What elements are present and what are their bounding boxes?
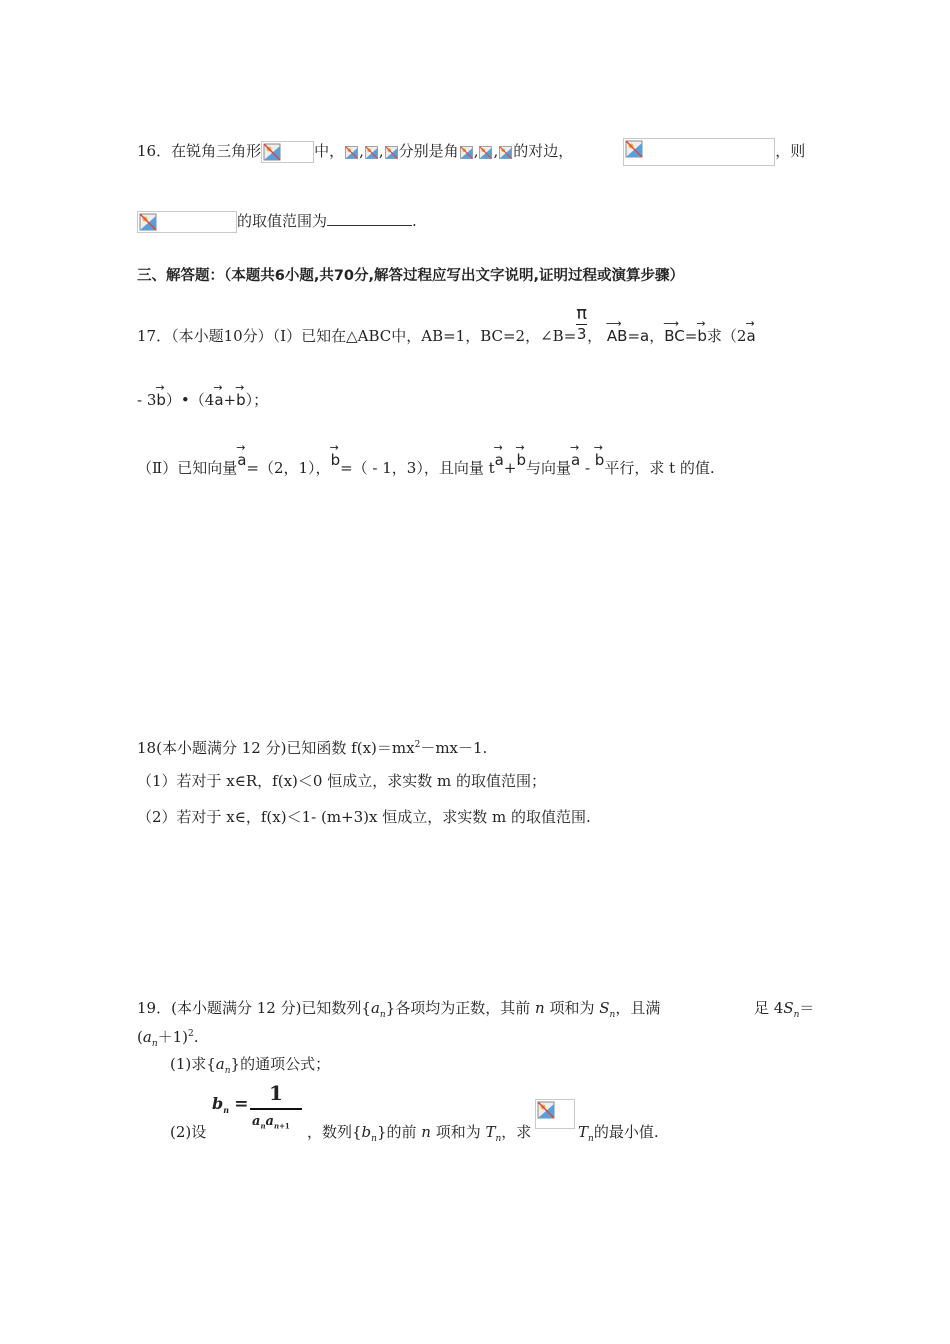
broken-image-icon	[623, 138, 775, 166]
comma: ，	[587, 327, 603, 345]
var-n: n	[421, 1123, 431, 1141]
vector-a	[640, 320, 649, 346]
q19-line1-end	[754, 998, 814, 1025]
vector-b: → b	[235, 381, 246, 409]
vector-bc: ⟶ BC	[663, 317, 685, 345]
q17-line1	[137, 302, 756, 346]
section-title: 三、解答题：（本题共6小题,共70分,解答过程应写出文字说明,证明过程或演算步骤）	[137, 268, 685, 284]
broken-image-icon	[478, 145, 493, 160]
minus: -	[580, 459, 595, 477]
q18-text: 18(本小题满分 12 分)已知函数 f(x)＝mx	[137, 739, 415, 757]
subscript-n: n	[609, 1010, 616, 1020]
vector-b-label: b	[697, 327, 707, 345]
vector-b: → b	[329, 441, 341, 469]
q18-text: －mx－1.	[420, 739, 488, 757]
q17-line2-text: ）；	[245, 391, 269, 409]
q19-text: 的最小值.	[593, 1123, 659, 1141]
q19-part2-end	[578, 1122, 659, 1149]
vector-a-label: a	[640, 327, 650, 345]
vector-a-label: a	[214, 391, 224, 409]
q19-text: (2)设	[170, 1123, 207, 1141]
fraction-bar	[250, 1108, 302, 1110]
q16-prefix: 16．在锐角三角形	[137, 142, 262, 160]
var-a: a	[142, 1028, 152, 1046]
vector-a: → a	[236, 441, 247, 469]
q17-line2-text: ）•（4	[165, 391, 215, 409]
var-b: b	[361, 1123, 372, 1141]
vector-a-label: a	[237, 451, 247, 469]
equals: =	[684, 327, 698, 345]
q17-part2-text: （Ⅱ）已知向量	[137, 459, 238, 477]
var-b: b	[212, 1094, 224, 1113]
q19-part2	[170, 1122, 206, 1142]
q19-part2-rest	[307, 1122, 531, 1149]
var-t: T	[578, 1123, 589, 1141]
comma: ，	[649, 327, 665, 345]
equals: =	[234, 1094, 249, 1114]
vector-a: → a	[493, 441, 504, 469]
q19-text: (1)求{	[170, 1055, 216, 1073]
fraction-numerator: π	[576, 302, 588, 324]
superscript: 2	[188, 1029, 194, 1039]
broken-image-icon	[364, 145, 379, 160]
vector-b-label: b	[594, 451, 605, 469]
vector-a: → a	[213, 381, 224, 409]
subscript-n: n	[224, 1066, 231, 1076]
broken-image-icon	[344, 145, 359, 160]
vector-a-label: a	[746, 327, 756, 345]
q19-text: }各项均为正数，其前	[385, 999, 536, 1017]
plus: +	[503, 459, 517, 477]
var-a: a	[252, 1114, 261, 1129]
q16-t2: 分别是角	[398, 142, 459, 160]
vector-b-label: b	[236, 391, 246, 409]
vector-b-label: b	[516, 451, 526, 469]
q17-part2-text: 与向量	[525, 459, 571, 477]
vector-ab-label: AB	[606, 327, 628, 345]
var-a: a	[265, 1114, 274, 1129]
q17-part2-text: 平行，求 t 的值.	[604, 459, 715, 477]
q16-line2	[137, 211, 417, 233]
var-s: S	[783, 999, 794, 1017]
q17-part2	[137, 441, 715, 478]
vector-b: → b	[593, 441, 605, 469]
broken-image-icon	[384, 145, 399, 160]
q19-line1	[137, 998, 660, 1025]
equals: =	[627, 327, 641, 345]
q19-text: }的通项公式；	[230, 1055, 331, 1073]
vector-b: → b	[696, 317, 707, 345]
q19-text: (	[137, 1028, 143, 1046]
answer-blank	[327, 211, 412, 226]
q17-part2-text: =（ - 1，3），且向量 t	[340, 459, 495, 477]
q16-t6: .	[412, 212, 417, 230]
q17-line2	[137, 381, 269, 410]
var-s: S	[599, 999, 610, 1017]
q19-text: ＋1)	[157, 1028, 189, 1046]
broken-image-icon	[261, 141, 314, 163]
subscript-n: n	[371, 1134, 377, 1144]
q19-text: ，且满	[615, 999, 661, 1017]
q16-t4: ，则	[775, 142, 806, 160]
subscript-n: n	[273, 1121, 280, 1131]
vector-a: → a	[569, 441, 581, 469]
subscript-n: n	[223, 1105, 230, 1115]
q17-part2-text: =（2，1），	[246, 459, 331, 477]
q17-line1-text: 17．（本小题10分）（Ⅰ）已知在△ABC中，AB=1，BC=2，∠B=	[137, 327, 577, 345]
fraction-denominator: $a_na_{n+1}$	[252, 1114, 290, 1131]
q19-part1	[170, 1054, 330, 1081]
subscript-n: n	[588, 1134, 594, 1144]
q19-text: ，求	[501, 1123, 532, 1141]
vector-bc-label: BC	[664, 327, 685, 345]
q18-line1	[137, 735, 487, 758]
q19-text: 项和为	[430, 1123, 486, 1141]
q17-qiu: 求（2	[706, 327, 747, 345]
superscript: 2	[414, 740, 421, 750]
var-a: a	[215, 1055, 225, 1073]
vector-a: → a	[745, 317, 756, 345]
vector-b-label: b	[330, 451, 341, 469]
q19-text: 19．(本小题满分 12 分)已知数列{	[137, 999, 371, 1017]
q16-line1: 16．在锐角三角形 中， , , 分别是角 , , 的对边， ，则	[137, 138, 805, 166]
var-n: n	[535, 999, 545, 1017]
var-a: a	[370, 999, 380, 1017]
fraction-denominator: 3	[576, 324, 587, 343]
q19-text: 项和为	[544, 999, 600, 1017]
q18-part1: （1）若对于 x∈R，f(x)＜0 恒成立，求实数 m 的取值范围；	[137, 772, 546, 790]
subscript-n: n	[495, 1134, 502, 1144]
q19-text: .	[193, 1028, 199, 1046]
q17-line2-text: - 3	[137, 391, 157, 409]
vector-b-label: b	[156, 391, 166, 409]
vector-ab: ⟶ AB	[605, 317, 628, 345]
q19-line2	[137, 1024, 199, 1054]
broken-image-icon	[459, 145, 474, 160]
broken-image-icon	[535, 1099, 575, 1129]
q19-text: ，数列{	[307, 1123, 362, 1141]
q19-text: 足 4	[754, 999, 784, 1017]
q18-part2: （2）若对于 x∈，f(x)＜1- (m+3)x 恒成立，求实数 m 的取值范围.	[137, 808, 591, 826]
subscript-n: n	[260, 1121, 266, 1131]
plus: +	[223, 391, 237, 409]
q19-text: ＝	[799, 999, 815, 1017]
subscript-n: n	[151, 1039, 158, 1049]
q16-t3: 的对边，	[513, 142, 574, 160]
subscript-n: n	[793, 1010, 800, 1020]
q16-t1: 中，	[314, 142, 345, 160]
vector-a-label: a	[570, 451, 581, 469]
vector-a-label: a	[494, 451, 504, 469]
vector-b: → b	[155, 381, 166, 409]
broken-image-icon	[137, 211, 237, 233]
fraction-numerator: 1	[269, 1081, 283, 1105]
subscript-n: n	[379, 1010, 386, 1020]
vector-b: → b	[515, 441, 526, 469]
q16-t5: 的取值范围为	[237, 212, 328, 230]
var-t: T	[485, 1123, 496, 1141]
q19-text: }的前	[376, 1123, 422, 1141]
fraction-pi-over-3	[576, 302, 588, 343]
broken-image-icon	[498, 145, 513, 160]
formula-bn	[212, 1094, 249, 1120]
